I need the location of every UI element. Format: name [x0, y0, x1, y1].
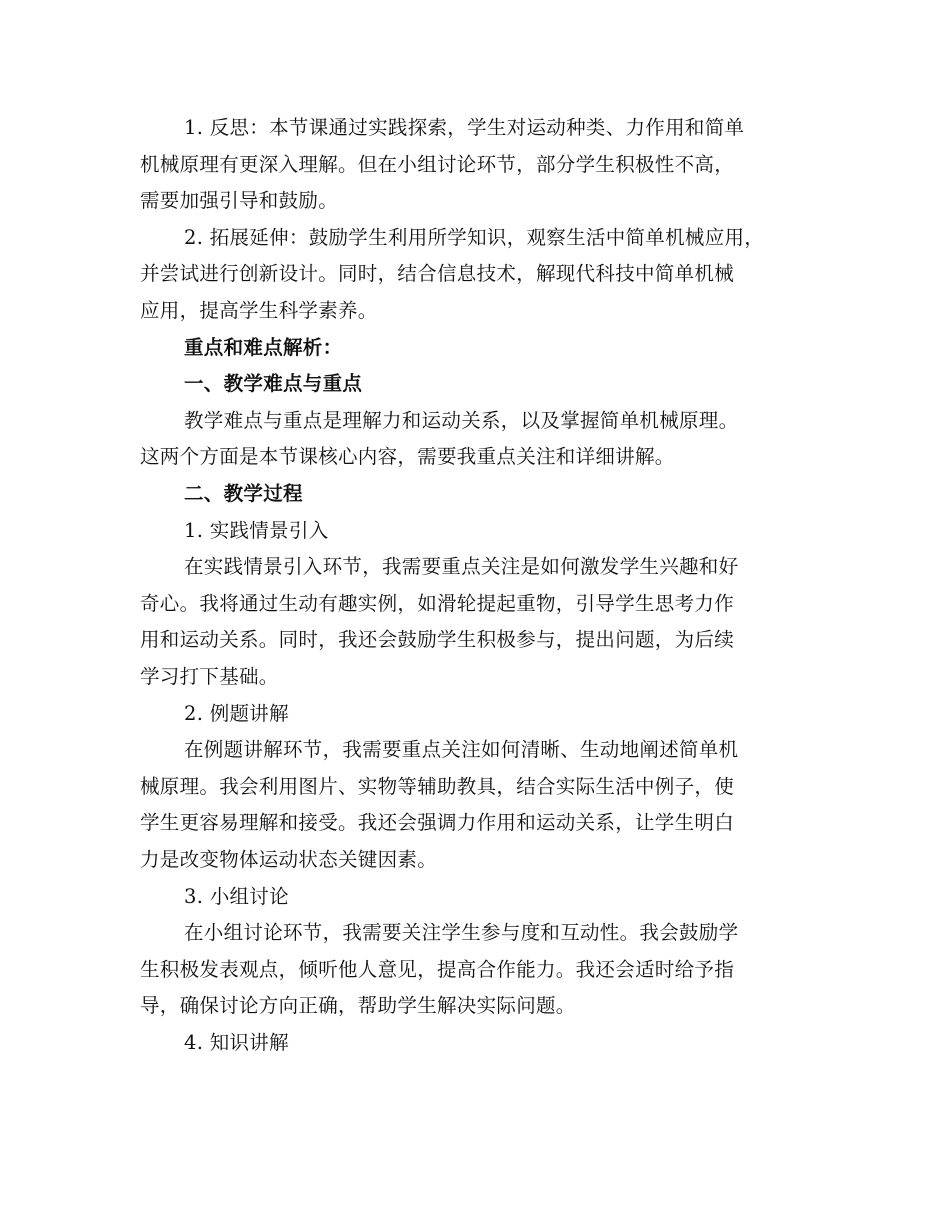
text-line: 需要加强引导和鼓励。: [140, 189, 339, 213]
text-line: 生积极发表观点，倾听他人意见，提高合作能力。我还会适时给予指: [140, 957, 735, 981]
text-line: 2. 例题讲解: [184, 701, 289, 725]
text-line: 学生更容易理解和接受。我还会强调力作用和运动关系，让学生明白: [140, 811, 735, 835]
text-line: 在小组讨论环节，我需要关注学生参与度和互动性。我会鼓励学: [184, 921, 739, 945]
text-line: 在例题讲解环节，我需要重点关注如何清晰、生动地阐述简单机: [184, 738, 739, 762]
text-line: 机械原理有更深入理解。但在小组讨论环节，部分学生积极性不高，: [140, 152, 735, 176]
text-line: 用和运动关系。同时，我还会鼓励学生积极参与，提出问题，为后续: [140, 628, 735, 652]
text-line: 奇心。我将通过生动有趣实例，如滑轮提起重物，引导学生思考力作: [140, 591, 735, 615]
text-line: 力是改变物体运动状态关键因素。: [140, 848, 438, 871]
text-line: 在实践情景引入环节，我需要重点关注是如何激发学生兴趣和好: [184, 555, 739, 579]
text-line: 并尝试进行创新设计。同时，结合信息技术，解现代科技中简单机械: [140, 262, 735, 286]
text-line: 械原理。我会利用图片、实物等辅助教具，结合实际生活中例子，使: [140, 774, 735, 798]
text-line: 教学难点与重点是理解力和运动关系，以及掌握简单机械原理。: [184, 408, 739, 432]
section-heading: 二、教学过程: [184, 482, 303, 505]
text-line: 1. 实践情景引入: [184, 518, 329, 542]
text-line: 2. 拓展延伸：鼓励学生利用所学知识，观察生活中简单机械应用，: [184, 225, 765, 249]
text-line: 应用，提高学生科学素养。: [140, 299, 378, 322]
text-line: 导，确保讨论方向正确，帮助学生解决实际问题。: [140, 994, 576, 1018]
text-line: 学习打下基础。: [140, 665, 279, 688]
section-heading: 一、教学难点与重点: [184, 372, 363, 396]
section-heading: 重点和难点解析：: [184, 335, 343, 359]
text-line: 3. 小组讨论: [184, 884, 289, 908]
text-line: 1. 反思：本节课通过实践探索，学生对运动种类、力作用和简单: [184, 116, 745, 139]
text-line: 4. 知识讲解: [184, 1031, 289, 1054]
text-line: 这两个方面是本节课核心内容，需要我重点关注和详细讲解。: [140, 445, 675, 469]
